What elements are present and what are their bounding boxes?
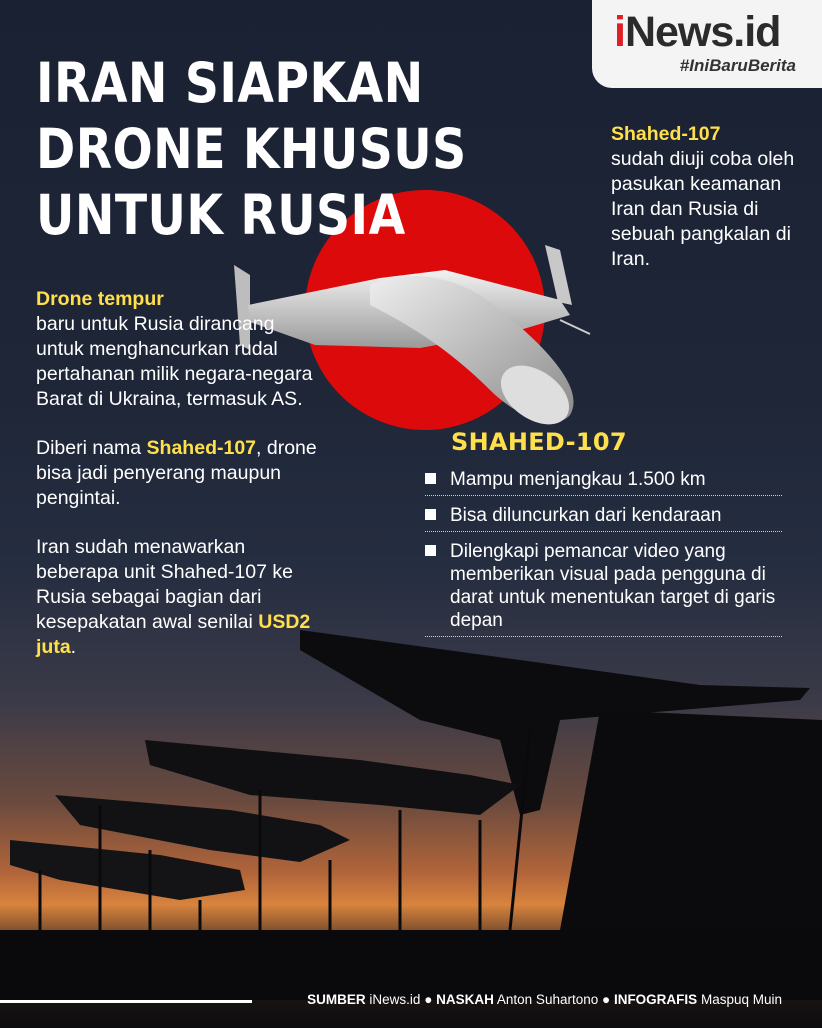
title-line-3: UNTUK RUSIA [36,183,406,247]
square-bullet-icon [425,509,436,520]
left-p1-highlight: Drone tempur [36,288,164,310]
specs-title: SHAHED-107 [451,428,627,456]
logo-wordmark: News.id [624,8,781,56]
sumber-value: iNews.id [369,992,421,1007]
square-bullet-icon [425,473,436,484]
footer-rule [0,1000,252,1003]
spec-item-text: Dilengkapi pemancar video yang memberikan visual pada pengguna di darat untuk menentukan target di garis depan [450,541,776,631]
left-text-block [36,287,326,684]
credits-footer [307,992,782,1007]
spec-item [425,466,782,496]
page-title [36,50,467,248]
brand-logo [614,8,780,57]
left-p2-highlight: Shahed-107 [146,437,257,459]
spec-item [425,502,782,532]
logo-i-letter: i [614,8,625,56]
left-p1-text: baru untuk Rusia dirancang untuk menghancurkan rudal pertahanan milik negara-negara Barat di Ukraina, termasuk AS. [36,313,313,410]
spec-item-text: Mampu menjangkau 1.500 km [450,469,706,490]
left-paragraph-1 [36,287,326,412]
right-highlight: Shahed-107 [611,123,721,145]
left-p3-pre: Iran sudah menawarkan beberapa unit Shahed-107 ke Rusia sebagai bagian dari kesepakatan awal senilai [36,536,293,633]
infografis-label: INFOGRAFIS [613,992,698,1007]
sumber-label: SUMBER [307,992,366,1007]
right-text-block [611,122,811,272]
left-paragraph-3 [36,535,326,660]
spec-item [425,538,782,637]
left-p3-highlight: USD2 juta [36,611,311,658]
infografis-value: Maspuq Muin [700,992,782,1007]
title-line-1: IRAN SIAPKAN [36,51,424,115]
separator-dot: ● [424,992,433,1007]
title-line-2: DRONE KHUSUS [36,117,467,181]
brand-tagline: #IniBaruBerita [679,56,796,75]
specs-list [425,466,782,643]
naskah-label: NASKAH [436,992,494,1007]
separator-dot: ● [602,992,611,1007]
square-bullet-icon [425,545,436,556]
spec-item-text: Bisa diluncurkan dari kendaraan [450,505,722,526]
left-p2-pre: Diberi nama [36,437,147,459]
naskah-value: Anton Suhartono [496,992,599,1007]
left-paragraph-2 [36,436,326,511]
brand-logo-box[interactable] [592,0,822,88]
left-p2-post: , drone bisa jadi penyerang maupun pengintai. [36,437,317,509]
right-text: sudah diuji coba oleh pasukan keamanan Iran dan Rusia di sebuah pangkalan di Iran. [611,148,795,270]
left-p3-post: . [70,636,77,658]
